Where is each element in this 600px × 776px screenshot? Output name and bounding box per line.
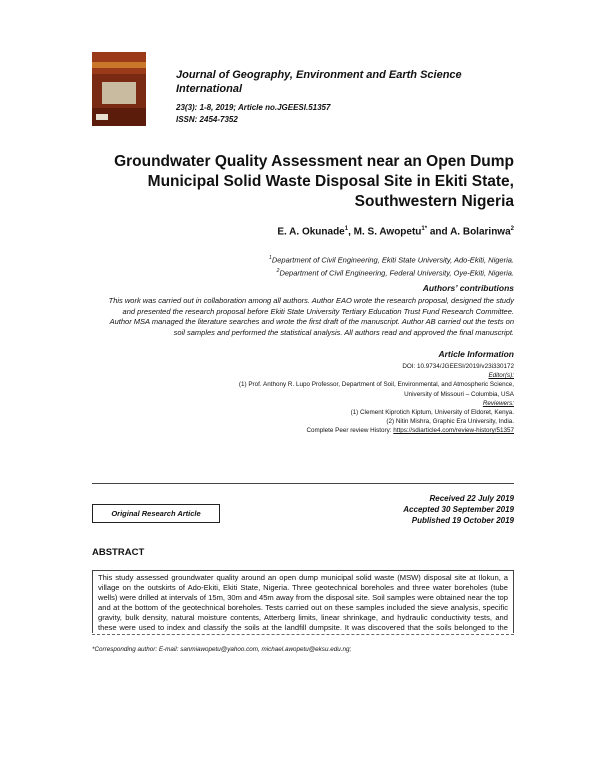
doi: DOI: 10.9734/JGEESI/2019/v23i330172 <box>402 363 514 370</box>
article-info <box>100 362 514 436</box>
author-list: E. A. Okunade$^1$, M. S. Awopetu$^{1*}$ and A. Bolarinwa$^2$ <box>277 226 514 238</box>
article-info-heading: Article Information <box>438 349 514 359</box>
editors-label: Editor(s): <box>488 372 514 380</box>
journal-issue: 23(3): 1-8, 2019; Article no.JGEESI.51357 <box>176 103 331 112</box>
contributions-heading: Authors’ contributions <box>422 283 514 293</box>
contributions-text: This work was carried out in collaboration among all authors. Author EAO wrote the research proposal, designed the study and presented the research proposal before Ekiti State University Tertiary Education Trust Fund Research Committee. Author MSA managed the literature searches and wrote the first draft of the manuscript. Author AB carried out the tests on soil samples and performed the statistical analysis. All authors read and approved the final manuscript. <box>108 296 514 337</box>
journal-cover-image <box>92 52 146 126</box>
editor-entry-cont: University of Missouri – Columbia, USA <box>404 390 514 398</box>
author-name: E. A. Okunade <box>277 226 345 238</box>
journal-issn: ISSN: 2454-7352 <box>176 115 238 124</box>
editor-entry: (1) Prof. Anthony R. Lupo Professor, Department of Soil, Environmental, and Atmospheric Science, <box>238 381 514 389</box>
accepted-date: Accepted 30 September 2019 <box>403 505 514 514</box>
corresponding-author-footnote: *Corresponding author: E-mail: sanmiawopetu@yahoo.com, michael.awopetu@eksu.edu.ng; <box>92 646 352 653</box>
review-history: Complete Peer review History: https://sdiarticle4.com/review-history/51357 <box>306 427 514 435</box>
author-name: M. S. Awopetu <box>353 226 422 238</box>
affiliation: $^2$Department of Civil Engineering, Federal University, Oye-Ekiti, Nigeria. <box>276 267 514 277</box>
affiliation: $^1$Department of Civil Engineering, Ekiti State University, Ado-Ekiti, Nigeria. <box>269 255 514 265</box>
received-date: Received 22 July 2019 <box>429 494 514 503</box>
reviewer-entry: (1) Clement Kiprotich Kiptum, University of Eldoret, Kenya. <box>350 409 514 417</box>
reviewers-label: Reviewers: <box>482 399 514 407</box>
divider <box>92 483 514 484</box>
abstract-heading: ABSTRACT <box>92 547 145 558</box>
journal-info <box>176 102 330 126</box>
journal-name: Journal of Geography, Environment and Earth Science International <box>176 69 462 95</box>
article-type-badge: Original Research Article <box>92 504 220 523</box>
paper-title: Groundwater Quality Assessment near an Open Dump Municipal Solid Waste Disposal Site in Ekiti State, Southwestern Nigeria <box>114 153 514 210</box>
author-name: A. Bolarinwa <box>450 226 511 238</box>
article-dates <box>300 493 514 526</box>
affiliations <box>100 253 514 278</box>
review-history-link[interactable]: https://sdiarticle4.com/review-history/51357 <box>393 427 514 435</box>
abstract-text: This study assessed groundwater quality around an open dump municipal solid waste (MSW) disposal site at Ilokun, a village on the outskirts of Ado-Ekiti, Ekiti State, Nigeria. Three geotechnical boreholes and three water boreholes (tube wells) were drilled at intervals of 15m, 30m and 45m away from the disposal site. Soil samples were obtained near the top and at the bottom of the geotechnical boreholes. Tests carried out on these samples included the sieve analysis, specific gravity, bulk density, natural moisture contents, Atterberg limits, linear shrinkage, and hydraulic conductivity tests, and these were used to index and classify the soils at the landfill dumpsite. It was discovered that the soils belonged to the <box>92 570 514 633</box>
reviewer-entry: (2) Nitin Mishra, Graphic Era University, India. <box>386 418 514 426</box>
footnote-divider <box>92 634 514 635</box>
published-date: Published 19 October 2019 <box>411 516 514 525</box>
